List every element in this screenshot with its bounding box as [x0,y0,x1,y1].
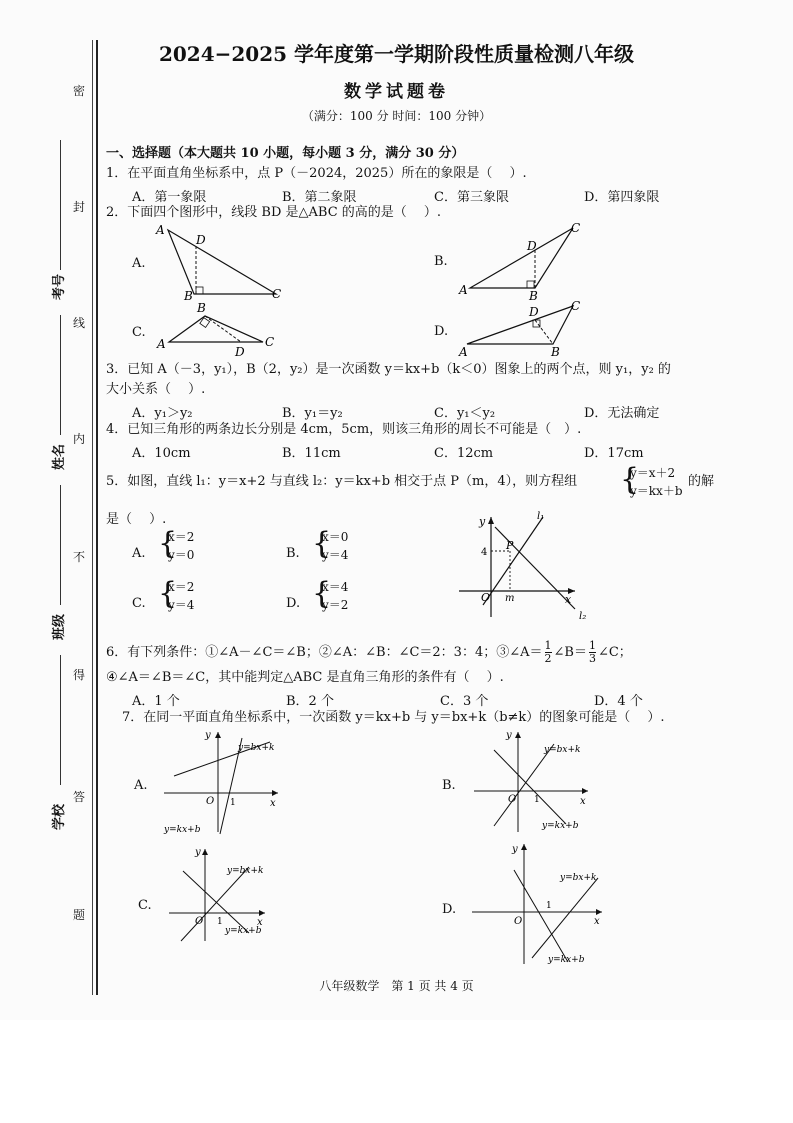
option-x: { x＝2 [168,580,195,594]
line-label: y=kx+b [542,821,579,831]
x-axis-label: x [580,796,586,807]
origin-label: O [508,794,517,805]
question-4: 4．已知三角形的两条边长分别是 4cm，5cm，则该三角形的周长不可能是（ ）. [106,422,582,437]
fraction [545,640,552,665]
l2-label: l₂ [579,611,587,622]
q4-option-c: C．12cm [434,446,494,461]
point-label-b: B [551,345,560,359]
field-underline [60,485,61,605]
point-label-d: D [235,345,245,359]
q7-option-d: D. [442,902,457,917]
x-axis-label: x [565,593,572,606]
option-y: y＝2 [322,598,349,612]
page-subtitle: 数学试题卷 [344,82,449,102]
line-label: y=bx+k [238,743,275,753]
point-label-d: D [196,233,206,247]
q6-option-c: C．3 个 [440,694,489,709]
page-footer: 八年级数学 第 1 页 共 4 页 [319,979,474,993]
option-y: y＝0 [168,548,195,562]
point-label-c: C [571,221,581,235]
class-label: 班级 [52,613,67,640]
question-5-tail: 的解 [688,474,715,489]
q1-option-b: B．第二象限 [282,190,357,205]
field-underline [60,655,61,785]
question-5: 5．如图，直线 l₁：y＝x+2 与直线 l₂：y＝kx+b 相交于点 P（m，4），则方程组 [106,474,578,489]
option-x: { x＝2 [168,530,195,544]
q3-option-b: B．y₁＝y₂ [282,406,343,421]
q3-option-d: D．无法确定 [584,406,660,421]
option-y: y＝4 [322,548,349,562]
y-axis-label: y [195,847,201,858]
q5-option-a [160,528,194,564]
binding-char: 内 [73,432,86,446]
line-label: y=kx+b [548,955,585,965]
x-axis-label: x [270,798,276,809]
binding-line-inner [92,40,93,995]
origin-label: O [514,916,523,927]
point-label-d: D [527,239,537,253]
option-y: y＝4 [168,598,195,612]
q7-graph-a [160,728,285,836]
q7-option-a: A. [134,778,148,793]
denominator: 3 [588,652,596,665]
line-label: y=kx+b [225,926,262,936]
y-axis-label: y [479,515,486,528]
q5-graph [455,505,595,625]
q6-text: 6．有下列条件：①∠A－∠C＝∠B；②∠A：∠B：∠C＝2：3：4；③∠A＝ [106,645,543,660]
y-axis-label: y [506,730,512,741]
y-axis-label: y [205,730,211,741]
numerator: 1 [544,639,552,652]
binding-char: 题 [73,908,86,922]
point-label-b: B [529,289,538,302]
binding-char: 封 [73,200,86,214]
tick-1-label: 1 [534,795,540,805]
question-6-cont: ④∠A＝∠B＝∠C，其中能判定△ABC 是直角三角形的条件有（ ）. [106,670,504,685]
p-label: P [506,539,514,552]
q7-option-b: B. [442,778,456,793]
question-3-cont: 大小关系（ ）. [106,382,206,397]
tick-1-label: 1 [546,901,552,911]
binding-char: 不 [73,550,86,564]
question-7: 7．在同一平面直角坐标系中，一次函数 y＝kx+b 与 y＝bx+k（b≠k）的图象可能是（ ）. [122,710,665,725]
q6-option-b: B．2 个 [286,694,334,709]
x-axis-label: x [257,917,263,928]
exam-number-label: 考号 [52,273,67,300]
q5-option-d [314,578,348,614]
q2-option-c: C. [132,325,146,340]
point-label-c: C [265,335,275,349]
name-label: 姓名 [52,443,67,470]
question-2: 2．下面四个图形中，线段 BD 是△ABC 的高的是（ ）. [106,205,442,220]
exam-info: （满分：100 分 时间：100 分钟） [301,109,492,123]
x-axis-label: x [594,916,600,927]
point-label-c: C [272,287,282,301]
q5-option-d-letter: D. [286,596,301,611]
binding-char: 答 [73,790,86,804]
origin-label: O [195,916,204,927]
q7-option-c: C. [138,898,152,913]
point-label-a: A [459,283,468,297]
question-6 [106,640,632,665]
binding-char: 得 [73,668,86,682]
q1-option-a: A．第一象限 [132,190,207,205]
q5-option-b [314,528,348,564]
point-label-c: C [571,299,581,313]
binding-char: 线 [73,316,86,330]
l1-label: l₁ [537,511,545,522]
equation-line: y＝kx＋b [630,484,683,498]
q2-option-d: D. [434,324,449,339]
q2-option-a: A. [132,256,146,271]
q6-text: ∠C； [597,645,632,660]
q2-figure-a [150,220,290,302]
line-label: y=bx+k [560,873,597,883]
field-underline [60,140,61,270]
tick-4-label: 4 [481,547,488,558]
question-3: 3．已知 A（－3，y₁），B（2，y₂）是一次函数 y＝kx+b（k＜0）图象上的两个点，则 y₁，y₂ 的 [106,362,671,377]
point-label-b: B [184,289,193,302]
q7-graph-d [468,840,608,968]
q5-option-b-letter: B. [286,546,300,561]
q2-figure-b [455,220,595,302]
option-x: { x＝0 [322,530,349,544]
q6-text: ∠B＝ [553,645,587,660]
q4-option-d: D．17cm [584,446,644,461]
q4-option-a: A．10cm [132,446,191,461]
option-x: { x＝4 [322,580,349,594]
q4-option-b: B．11cm [282,446,341,461]
point-label-a: A [157,337,166,351]
q5-option-a-letter: A. [132,546,146,561]
q7-graph-b [470,728,595,836]
binding-line [96,40,98,995]
q2-figure-c [155,300,285,360]
section-heading: 一、选择题（本大题共 10 小题，每小题 3 分，满分 30 分） [106,146,465,161]
line-label: y=kx+b [164,825,201,835]
school-label: 学校 [52,803,67,830]
equation-line: { y＝x＋2 [630,466,676,480]
q5-option-c-letter: C. [132,596,146,611]
origin-label: O [206,796,215,807]
m-label: m [505,593,515,604]
question-1: 1．在平面直角坐标系中，点 P（－2024，2025）所在的象限是（ ）. [106,166,527,181]
point-label-a: A [459,345,468,359]
y-axis-label: y [512,844,518,855]
tick-1-label: 1 [217,917,223,927]
page-title: 2024−2025 学年度第一学期阶段性质量检测八年级 [158,42,635,66]
q6-option-d: D．4 个 [594,694,643,709]
q2-figure-d [455,298,595,360]
numerator: 1 [588,639,596,652]
q3-option-a: A．y₁＞y₂ [132,406,193,421]
q2-option-b: B. [434,254,448,269]
point-label-a: A [156,223,165,237]
line-label: y=bx+k [544,745,581,755]
q3-option-c: C．y₁＜y₂ [434,406,496,421]
fraction [589,640,596,665]
q5-equation-system [622,464,683,500]
question-5-cont: 是（ ）. [106,512,167,527]
q6-option-a: A．1 个 [132,694,180,709]
tick-1-label: 1 [230,798,236,808]
denominator: 2 [544,652,552,665]
binding-char: 密 [73,84,86,98]
field-underline [60,315,61,435]
q7-graph-c [165,845,290,945]
origin-label: O [481,591,491,604]
q1-option-d: D．第四象限 [584,190,660,205]
q5-option-c [160,578,194,614]
point-label-d: D [529,305,539,319]
line-label: y=bx+k [227,866,264,876]
point-label-b: B [197,301,206,315]
q1-option-c: C．第三象限 [434,190,509,205]
